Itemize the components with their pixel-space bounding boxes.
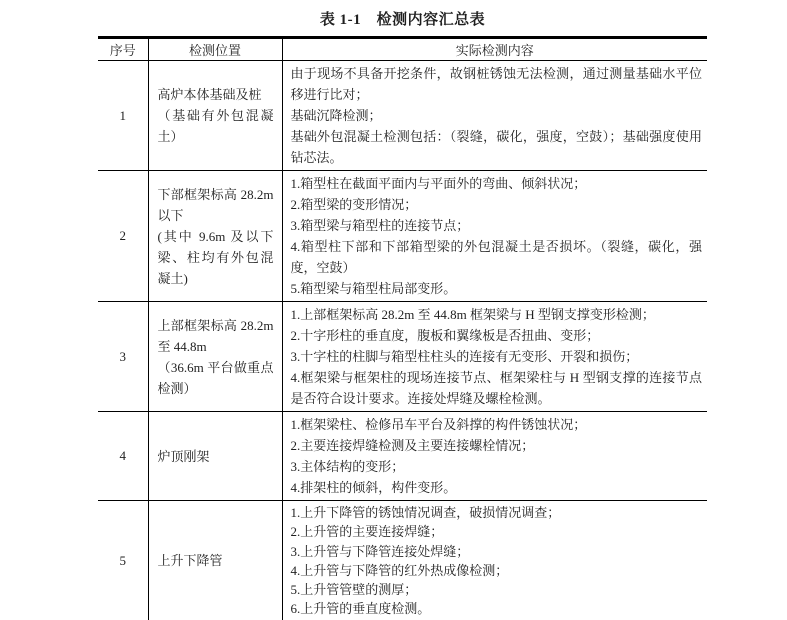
- text-line: 1.框架梁柱、检修吊车平台及斜撑的构件锈蚀状况；: [290, 417, 587, 432]
- header-cell-number: 序号: [98, 38, 148, 61]
- text-line: 上部框架标高 28.2m 至 44.8m: [157, 317, 274, 354]
- table-row: [98, 501, 707, 620]
- text-line: 5.箱型梁与箱型柱局部变形。: [290, 281, 457, 296]
- text-line: 炉顶刚架: [157, 448, 210, 464]
- content-cell: [282, 171, 707, 302]
- table-row: [98, 171, 707, 302]
- header-cell-location: 检测位置: [148, 38, 282, 61]
- content-cell: [282, 302, 707, 412]
- table-header: [98, 38, 707, 61]
- text-line: 1.上升下降管的锈蚀情况调查，破损情况调查；: [290, 505, 561, 520]
- text-line: 高炉本体基础及桩: [157, 87, 262, 102]
- content-cell: [282, 61, 707, 171]
- text-line: 基础沉降检测；: [290, 108, 382, 123]
- text-line: （基础有外包混凝土）: [157, 108, 274, 144]
- text-line: 4.框架梁与框架柱的现场连接节点、框架梁柱与 H 型钢支撑的连接节点是否符合设计要求。连接处焊缝及螺栓检测。: [290, 370, 702, 406]
- text-line: 4.箱型柱下部和下部箱型梁的外包混凝土是否损坏。（裂缝，碳化，强度，空鼓）: [290, 239, 702, 275]
- text-line: 2.十字形柱的垂直度，腹板和翼缘板是否扭曲、变形；: [290, 328, 600, 343]
- location-cell: [148, 412, 282, 501]
- text-line: 2.主要连接焊缝检测及主要连接螺栓情况；: [290, 438, 535, 453]
- text-line: 2.上升管的主要连接焊缝；: [290, 524, 444, 540]
- row-number: 5: [98, 501, 148, 620]
- content-cell: [282, 412, 707, 501]
- row-number: 1: [98, 61, 148, 171]
- content-cell: [282, 501, 707, 620]
- text-line: 5.上升管管壁的测厚；: [290, 582, 418, 598]
- text-line: (其中 9.6m 及以下梁、柱均有外包混凝土): [157, 228, 274, 286]
- text-line: 2.箱型梁的变形情况；: [290, 197, 418, 212]
- location-cell: [148, 302, 282, 412]
- inspection-summary-table: [98, 36, 707, 620]
- text-line: （36.6m 平台做重点检测）: [157, 359, 274, 396]
- text-line: 3.十字柱的柱脚与箱型柱柱头的连接有无变形、开裂和损伤；: [290, 349, 639, 364]
- table-row: [98, 302, 707, 412]
- text-line: 4.排架柱的倾斜，构件变形。: [290, 480, 457, 495]
- header-cell-content: 实际检测内容: [282, 38, 707, 61]
- row-number: 4: [98, 412, 148, 501]
- text-line: 6.上升管的垂直度检测。: [290, 601, 431, 617]
- table-row: [98, 412, 707, 501]
- table-body: [98, 61, 707, 620]
- text-line: 3.主体结构的变形；: [290, 459, 405, 474]
- page-title: 表 1-1 检测内容汇总表: [319, 12, 486, 28]
- header-row: [98, 38, 707, 61]
- text-line: 下部框架标高 28.2m 以下: [157, 186, 274, 223]
- location-cell: [148, 501, 282, 620]
- text-line: 1.箱型柱在截面平面内与平面外的弯曲、倾斜状况；: [290, 176, 587, 191]
- row-number: 2: [98, 171, 148, 302]
- text-line: 4.上升管与下降管的红外热成像检测；: [290, 562, 509, 578]
- text-line: 3.上升管与下降管连接处焊缝；: [290, 543, 470, 559]
- location-cell: [148, 61, 282, 171]
- table-row: [98, 61, 707, 171]
- text-line: 基础外包混凝土检测包括：（裂缝，碳化，强度，空鼓）；基础强度使用钻芯法。: [290, 129, 702, 165]
- text-line: 1.上部框架标高 28.2m 至 44.8m 框架梁与 H 型钢支撑变形检测；: [290, 307, 655, 322]
- row-number: 3: [98, 302, 148, 412]
- text-line: 上升下降管: [157, 553, 223, 569]
- text-line: 3.箱型梁与箱型柱的连接节点；: [290, 218, 470, 233]
- text-line: 由于现场不具备开挖条件，故钢桩锈蚀无法检测，通过测量基础水平位移进行比对；: [290, 66, 702, 102]
- location-cell: [148, 171, 282, 302]
